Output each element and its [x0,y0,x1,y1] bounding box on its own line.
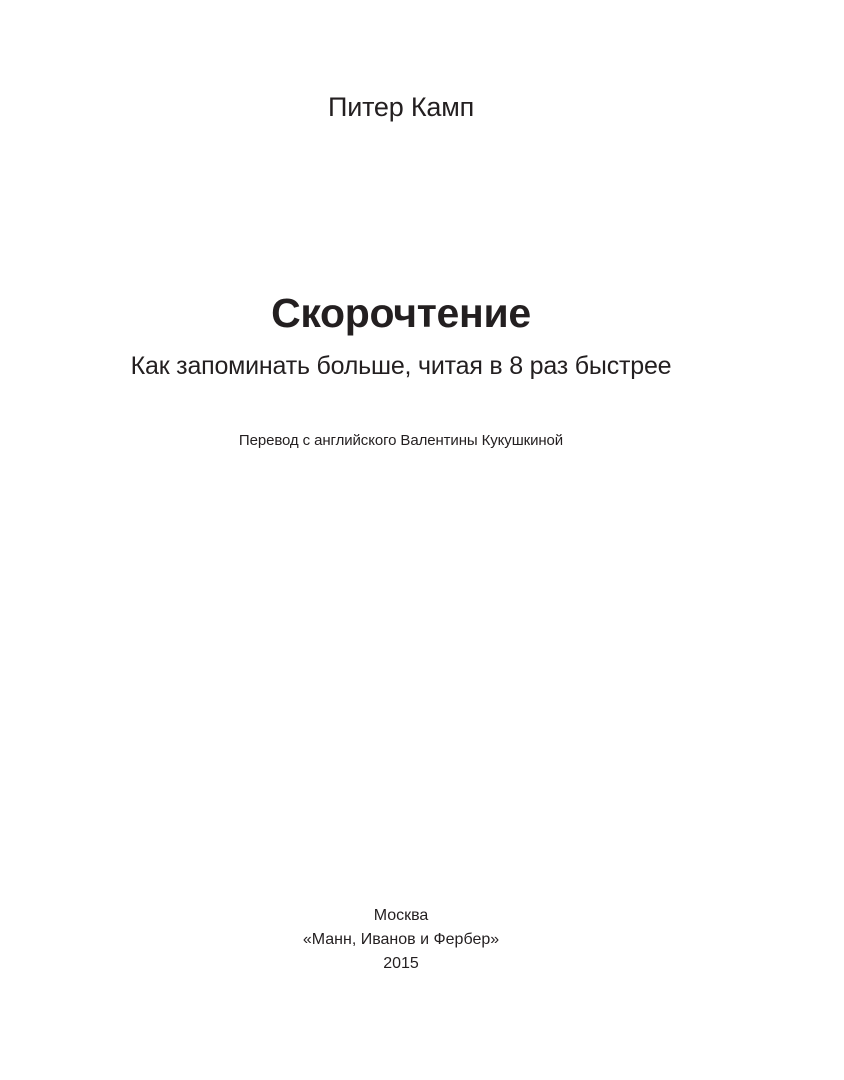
author-name: Питер Камп [327,92,474,122]
publisher-imprint [0,904,823,976]
book-title: Скорочтение [271,290,531,336]
publication-year: 2015 [383,955,419,972]
publisher-name: «Манн, Иванов и Фербер» [302,931,500,948]
publication-city: Москва [373,907,429,924]
book-subtitle: Как запоминать больше, читая в 8 раз быстрее [130,352,672,380]
translator-credit: Перевод с английского Валентины Кукушкиной [238,432,564,449]
